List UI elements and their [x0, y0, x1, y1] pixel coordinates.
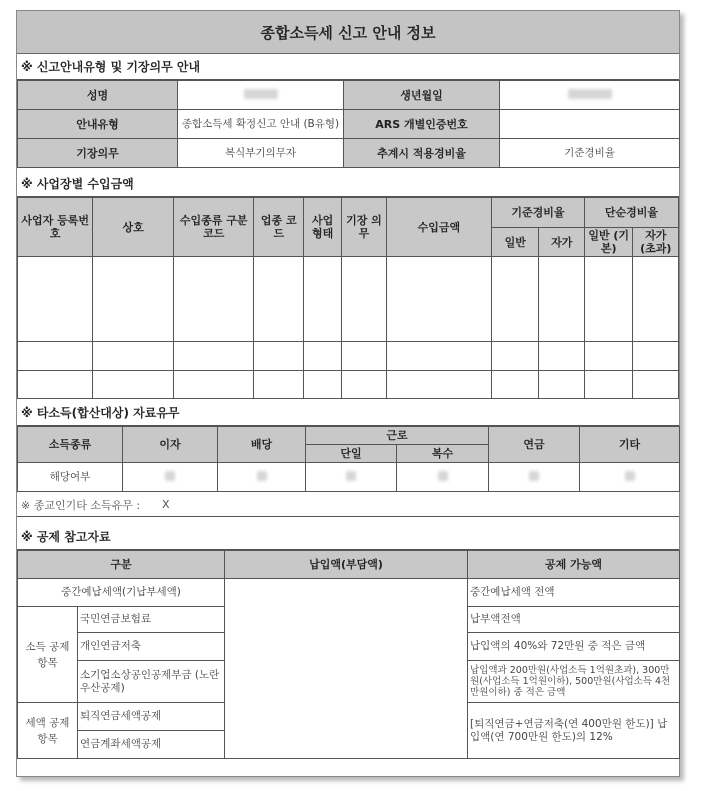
col-standard-rate: 기준경비율 [491, 198, 584, 228]
income-item-deductible: 납입액과 200만원(사업소득 1억원초과), 300만원(사업소득 1억원이하), 500만원(사업소득 4천만원이하) 중 적은 금액 [468, 661, 680, 703]
label-birthdate: 생년월일 [344, 81, 500, 110]
redacted-cell [18, 257, 93, 342]
section-heading-deduction: ※ 공제 참고자료 [17, 524, 679, 550]
redacted-cell [123, 463, 218, 492]
income-item-label: 소기업소상공인공제부금 (노란우산공제) [78, 661, 225, 703]
tax-item-label: 연금계좌세액공제 [78, 731, 225, 759]
col-standard-self: 자가 [539, 228, 584, 257]
redacted-cell [93, 257, 174, 342]
label-name: 성명 [18, 81, 178, 110]
redacted-cell [386, 257, 491, 342]
col-income-type: 수입종류 구분코드 [173, 198, 254, 257]
value-name [178, 81, 344, 110]
col-bookkeeping: 기장 의무 [342, 198, 386, 257]
col-category: 구분 [18, 551, 225, 579]
label-bookkeeping-duty: 기장의무 [18, 139, 178, 168]
income-item-label: 국민연금보험료 [78, 607, 225, 633]
label-notice-type: 안내유형 [18, 110, 178, 139]
row-label-applicability: 해당여부 [18, 463, 123, 492]
section-heading-business-income: ※ 사업장별 수입금액 [17, 171, 679, 197]
col-pension: 연금 [489, 427, 580, 463]
redacted-cell [342, 257, 386, 342]
col-simple-general-basic: 일반 (기본) [584, 228, 633, 257]
col-biz-name: 상호 [93, 198, 174, 257]
table-row-redacted [18, 257, 679, 342]
redacted-cell [173, 257, 254, 342]
religious-income-label: ※ 종교인기타 소득유무 : [21, 498, 141, 512]
tax-credit-deductible: [퇴직연금+연금저축(연 400만원 한도)] 납입액(연 700만원 한도)의 12% [468, 703, 680, 759]
value-notice-type: 종합소득세 확정신고 안내 (B유형) [178, 110, 344, 139]
document-frame [16, 10, 680, 777]
col-simple-self-excess: 자가 (초과) [633, 228, 679, 257]
tax-credit-group: 세액 공제 항목 [18, 703, 78, 759]
col-labor: 근로 [306, 427, 489, 445]
redacted-cell [539, 257, 584, 342]
value-birthdate [500, 81, 680, 110]
label-expense-rate: 추계시 적용경비율 [344, 139, 500, 168]
income-deduction-group: 소득 공제 항목 [18, 607, 78, 703]
col-revenue: 수입금액 [386, 198, 491, 257]
col-simple-rate: 단순경비율 [584, 198, 678, 228]
table-row-empty [18, 371, 679, 399]
redacted-cell [584, 257, 633, 342]
tax-item-label: 퇴직연금세액공제 [78, 703, 225, 731]
value-bookkeeping-duty: 복식부기의무자 [178, 139, 344, 168]
col-standard-general: 일반 [491, 228, 539, 257]
interim-prepaid-label: 중간예납세액(기납부세액) [18, 579, 225, 607]
filing-info-table [17, 80, 680, 168]
interim-prepaid-deductible: 중간예납세액 전액 [468, 579, 680, 607]
business-income-table [17, 197, 679, 399]
other-income-table [17, 426, 680, 492]
col-labor-single: 단일 [306, 445, 397, 463]
col-labor-multiple: 복수 [397, 445, 489, 463]
value-expense-rate: 기준경비율 [500, 139, 680, 168]
col-income-kind: 소득종류 [18, 427, 123, 463]
table-row-applicability [18, 463, 680, 492]
redacted-cell [304, 257, 342, 342]
col-biz-no: 사업자 등록번호 [18, 198, 93, 257]
religious-income-note [17, 493, 679, 517]
section-heading-filing-info: ※ 신고안내유형 및 기장의무 안내 [17, 54, 679, 80]
table-row-empty [18, 342, 679, 371]
income-item-deductible: 납부액전액 [468, 607, 680, 633]
col-other: 기타 [580, 427, 680, 463]
col-deductible-amount: 공제 가능액 [468, 551, 680, 579]
redacted-cell [489, 463, 580, 492]
redacted-cell [254, 257, 304, 342]
col-interest: 이자 [123, 427, 218, 463]
redacted-cell [633, 257, 679, 342]
section-heading-other-income: ※ 타소득(합산대상) 자료유무 [17, 400, 679, 426]
redacted-cell [306, 463, 397, 492]
col-paid-amount: 납입액(부담액) [225, 551, 468, 579]
redacted-cell [491, 257, 539, 342]
income-item-deductible: 납입액의 40%와 72만원 중 적은 금액 [468, 633, 680, 661]
paid-amount-redacted [225, 579, 468, 759]
col-dividend: 배당 [218, 427, 306, 463]
label-ars-code: ARS 개별인증번호 [344, 110, 500, 139]
religious-income-value: X [162, 498, 170, 511]
redacted-cell [580, 463, 680, 492]
income-item-label: 개인연금저축 [78, 633, 225, 661]
document-title: 종합소득세 신고 안내 정보 [17, 11, 679, 54]
value-ars-code [500, 110, 680, 139]
col-biz-form: 사업 형태 [304, 198, 342, 257]
redacted-cell [218, 463, 306, 492]
redacted-cell [397, 463, 489, 492]
deduction-table [17, 550, 680, 759]
col-industry-code: 업종 코드 [254, 198, 304, 257]
